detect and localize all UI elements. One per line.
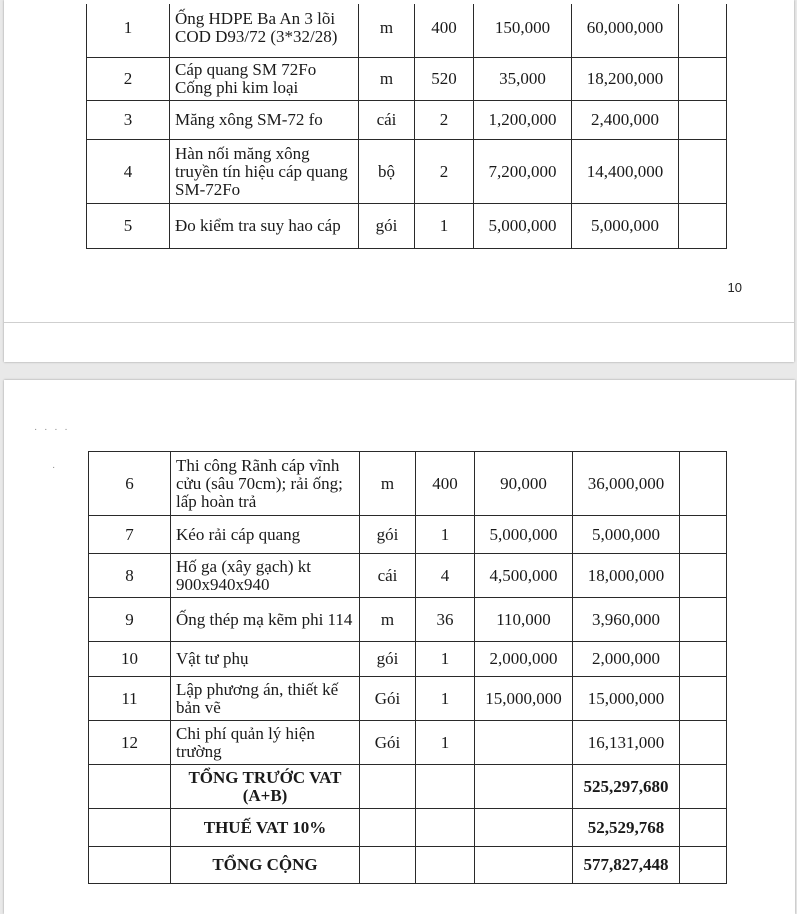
item-description: Ống HDPE Ba An 3 lõi COD D93/72 (3*32/28) — [170, 0, 359, 58]
row-number: 10 — [89, 642, 171, 677]
item-amount: 5,000,000 — [572, 204, 679, 249]
item-note — [679, 101, 727, 140]
total-row — [89, 847, 727, 884]
item-amount: 5,000,000 — [573, 516, 680, 554]
row-number: 7 — [89, 516, 171, 554]
total-amount: 52,529,768 — [573, 809, 680, 847]
item-note — [680, 642, 727, 677]
item-quantity: 1 — [416, 642, 475, 677]
total-unit — [360, 765, 416, 809]
document-page-11 — [4, 380, 795, 914]
item-unit-price: 15,000,000 — [475, 677, 573, 721]
item-note — [680, 598, 727, 642]
item-note — [679, 0, 727, 58]
total-row-number — [89, 765, 171, 809]
item-description: Vật tư phụ — [171, 642, 360, 677]
item-description: Ống thép mạ kẽm phi 114 — [171, 598, 360, 642]
item-unit: Gói — [360, 721, 416, 765]
item-unit: gói — [360, 516, 416, 554]
total-unit-price — [475, 765, 573, 809]
item-note — [679, 58, 727, 101]
table-row — [87, 140, 727, 204]
item-quantity: 400 — [415, 0, 474, 58]
item-unit-price: 7,200,000 — [474, 140, 572, 204]
item-unit-price: 110,000 — [475, 598, 573, 642]
item-unit: gói — [360, 642, 416, 677]
table-row — [87, 101, 727, 140]
item-unit: cái — [360, 554, 416, 598]
item-amount: 14,400,000 — [572, 140, 679, 204]
item-unit: m — [360, 598, 416, 642]
table-row — [89, 642, 727, 677]
item-note — [680, 452, 727, 516]
scan-speck: · — [52, 462, 58, 473]
total-quantity — [416, 847, 475, 884]
item-description: Măng xông SM-72 fo — [170, 101, 359, 140]
page-rule — [4, 322, 794, 323]
item-quantity: 1 — [415, 204, 474, 249]
row-number: 3 — [87, 101, 170, 140]
items-table — [88, 451, 727, 884]
total-row — [89, 809, 727, 847]
item-amount: 2,400,000 — [572, 101, 679, 140]
total-unit-price — [475, 847, 573, 884]
item-amount: 18,000,000 — [573, 554, 680, 598]
item-unit: gói — [359, 204, 415, 249]
table-row — [89, 452, 727, 516]
item-unit-price: 90,000 — [475, 452, 573, 516]
item-note — [680, 721, 727, 765]
item-quantity: 2 — [415, 140, 474, 204]
item-unit-price: 5,000,000 — [475, 516, 573, 554]
item-amount: 15,000,000 — [573, 677, 680, 721]
table-row — [89, 516, 727, 554]
total-unit — [360, 847, 416, 884]
item-unit-price: 4,500,000 — [475, 554, 573, 598]
row-number: 12 — [89, 721, 171, 765]
total-row — [89, 765, 727, 809]
total-row-number — [89, 809, 171, 847]
total-amount: 577,827,448 — [573, 847, 680, 884]
item-unit-price: 1,200,000 — [474, 101, 572, 140]
row-number: 4 — [87, 140, 170, 204]
item-amount: 60,000,000 — [572, 0, 679, 58]
item-unit-price: 2,000,000 — [475, 642, 573, 677]
row-number: 2 — [87, 58, 170, 101]
item-description: Chi phí quản lý hiện trường — [171, 721, 360, 765]
row-number: 11 — [89, 677, 171, 721]
item-description: Hàn nối măng xông truyền tín hiệu cáp quang SM-72Fo — [170, 140, 359, 204]
item-note — [679, 140, 727, 204]
item-quantity: 1 — [416, 516, 475, 554]
total-note — [680, 809, 727, 847]
item-description: Đo kiểm tra suy hao cáp — [170, 204, 359, 249]
document-page-10 — [4, 0, 794, 362]
item-description: Hố ga (xây gạch) kt 900x940x940 — [171, 554, 360, 598]
item-unit-price — [475, 721, 573, 765]
total-unit-price — [475, 809, 573, 847]
item-note — [680, 554, 727, 598]
table-row — [89, 721, 727, 765]
item-quantity: 1 — [416, 677, 475, 721]
table-row — [89, 677, 727, 721]
table-row — [89, 598, 727, 642]
item-quantity: 36 — [416, 598, 475, 642]
item-unit-price: 150,000 — [474, 0, 572, 58]
total-quantity — [416, 765, 475, 809]
total-note — [680, 765, 727, 809]
table-row — [87, 0, 727, 58]
page-top-crop — [4, 0, 794, 4]
item-description: Cáp quang SM 72Fo Cống phi kim loại — [170, 58, 359, 101]
item-amount: 2,000,000 — [573, 642, 680, 677]
item-note — [680, 677, 727, 721]
table-row — [87, 204, 727, 249]
item-unit: Gói — [360, 677, 416, 721]
total-label: TỔNG TRƯỚC VAT (A+B) — [171, 765, 360, 809]
total-quantity — [416, 809, 475, 847]
total-unit — [360, 809, 416, 847]
scan-speck: · · · · — [34, 424, 70, 435]
item-note — [679, 204, 727, 249]
item-description: Thi công Rãnh cáp vĩnh cửu (sâu 70cm); rải ống; lấp hoàn trả — [171, 452, 360, 516]
item-amount: 16,131,000 — [573, 721, 680, 765]
item-quantity: 1 — [416, 721, 475, 765]
item-note — [680, 516, 727, 554]
total-note — [680, 847, 727, 884]
items-table-continued — [86, 0, 727, 249]
item-amount: 18,200,000 — [572, 58, 679, 101]
total-amount: 525,297,680 — [573, 765, 680, 809]
item-unit-price: 5,000,000 — [474, 204, 572, 249]
item-quantity: 400 — [416, 452, 475, 516]
row-number: 6 — [89, 452, 171, 516]
item-quantity: 4 — [416, 554, 475, 598]
page-number: 10 — [727, 280, 742, 295]
total-label: THUẾ VAT 10% — [171, 809, 360, 847]
total-label: TỔNG CỘNG — [171, 847, 360, 884]
row-number: 9 — [89, 598, 171, 642]
item-quantity: 520 — [415, 58, 474, 101]
item-unit: m — [360, 452, 416, 516]
row-number: 8 — [89, 554, 171, 598]
item-amount: 36,000,000 — [573, 452, 680, 516]
table-row — [87, 58, 727, 101]
item-unit: bộ — [359, 140, 415, 204]
row-number: 1 — [87, 0, 170, 58]
item-unit: m — [359, 58, 415, 101]
item-description: Lập phương án, thiết kế bản vẽ — [171, 677, 360, 721]
item-unit: m — [359, 0, 415, 58]
table-row — [89, 554, 727, 598]
item-description: Kéo rải cáp quang — [171, 516, 360, 554]
total-row-number — [89, 847, 171, 884]
item-quantity: 2 — [415, 101, 474, 140]
row-number: 5 — [87, 204, 170, 249]
item-amount: 3,960,000 — [573, 598, 680, 642]
item-unit-price: 35,000 — [474, 58, 572, 101]
item-unit: cái — [359, 101, 415, 140]
